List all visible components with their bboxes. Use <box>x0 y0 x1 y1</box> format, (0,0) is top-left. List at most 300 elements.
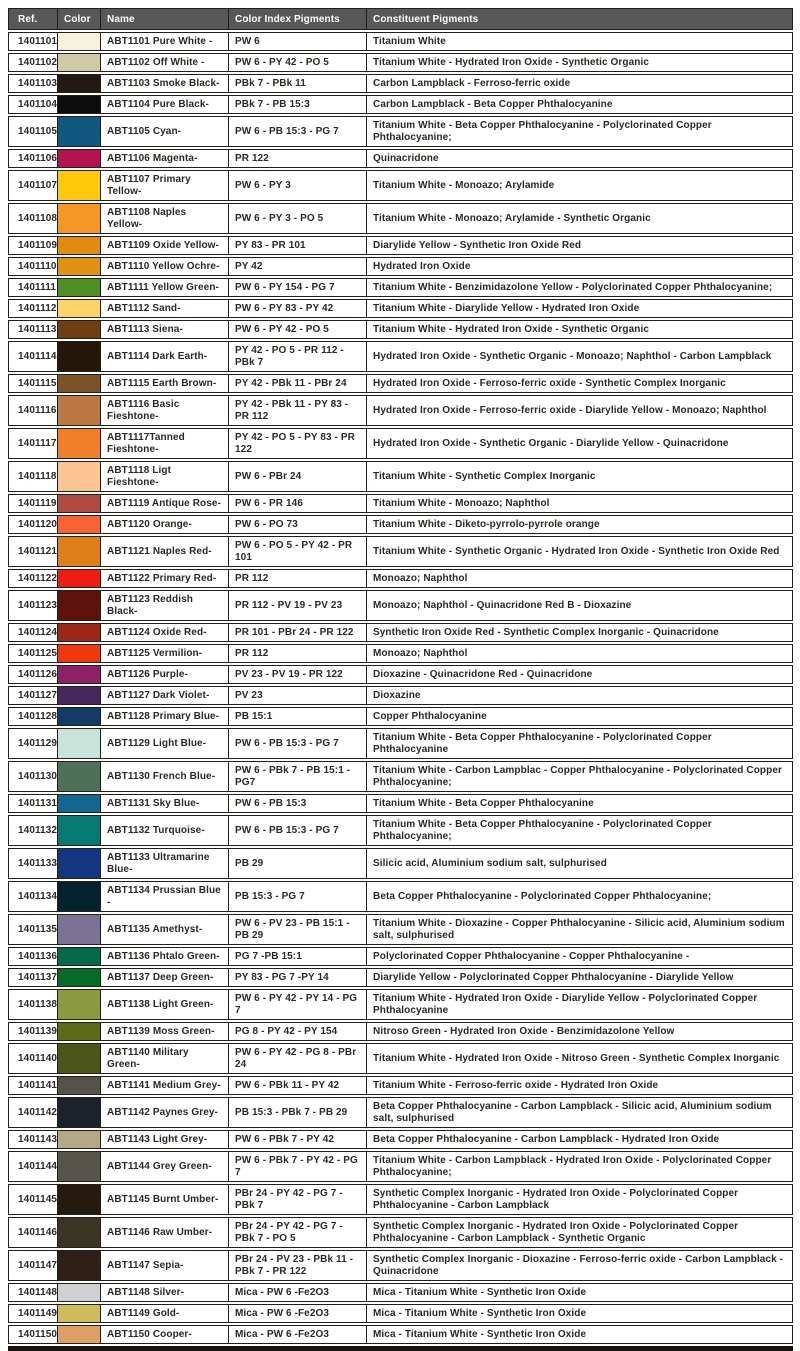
ref-cell: 1401139 <box>9 1023 58 1040</box>
constituents-cell: Titanium White - Synthetic Complex Inorganic <box>373 471 596 482</box>
constituents-cell: Dioxazine <box>373 690 421 701</box>
name-cell: ABT1141 Medium Grey- <box>101 1077 229 1094</box>
table-row <box>8 1097 793 1128</box>
name-cell: ABT1105 Cyan- <box>101 117 229 146</box>
color-swatch <box>58 849 100 878</box>
color-swatch <box>58 1305 100 1322</box>
pigments-cell: PR 112 <box>229 570 367 587</box>
color-swatch <box>58 729 100 758</box>
color-swatch <box>58 516 100 533</box>
constituents-cell: Titanium White - Beta Copper Phthalocyanine - Polyclorinated Copper Phthalocyanine; <box>373 120 712 143</box>
table-row <box>8 374 793 393</box>
table-row <box>8 761 793 792</box>
color-swatch <box>58 537 100 566</box>
constituents-cell: Titanium White - Diketo-pyrrolo-pyrrole orange <box>373 519 600 530</box>
pigments-cell: PY 83 - PG 7 -PY 14 <box>229 969 367 986</box>
pigments-cell: PR 112 - PV 19 - PV 23 <box>229 591 367 620</box>
name-cell: ABT1130 French Blue- <box>101 762 229 791</box>
pigments-cell: PW 6 - PY 3 <box>229 171 367 200</box>
color-swatch-cell <box>58 375 101 392</box>
color-swatch <box>58 375 100 392</box>
pigments-cell: PBk 7 - PBk 11 <box>229 75 367 92</box>
color-swatch <box>58 396 100 425</box>
name-cell: ABT1117Tanned Fieshtone- <box>101 429 229 458</box>
color-swatch-cell <box>58 1251 101 1280</box>
color-swatch-cell <box>58 687 101 704</box>
color-swatch-cell <box>58 990 101 1019</box>
name-cell: ABT1132 Turquoise- <box>101 816 229 845</box>
constituents-cell: Titanium White - Hydrated Iron Oxide - Diarylide Yellow - Polyclorinated Copper Phthalocyanine <box>373 993 758 1016</box>
ref-cell: 1401123 <box>9 591 58 620</box>
color-swatch <box>58 342 100 371</box>
pigments-cell: PW 6 - PO 73 <box>229 516 367 533</box>
color-swatch-cell <box>58 237 101 254</box>
color-swatch <box>58 1044 100 1073</box>
color-swatch <box>58 321 100 338</box>
ref-cell: 1401142 <box>9 1098 58 1127</box>
ref-cell: 1401107 <box>9 171 58 200</box>
pigments-cell: PW 6 - PY 154 - PG 7 <box>229 279 367 296</box>
constituents-cell: Mica - Titanium White - Synthetic Iron Oxide <box>373 1308 587 1319</box>
color-swatch <box>58 990 100 1019</box>
ref-cell: 1401114 <box>9 342 58 371</box>
pigments-cell: PR 122 <box>229 150 367 167</box>
name-cell: ABT1110 Yellow Ochre- <box>101 258 229 275</box>
pigments-cell: PBr 24 - PY 42 - PG 7 - PBk 7 <box>229 1185 367 1214</box>
pigments-cell: PW 6 - PB 15:3 - PG 7 <box>229 117 367 146</box>
table-row <box>8 236 793 255</box>
color-swatch <box>58 462 100 491</box>
table-row <box>8 914 793 945</box>
constituents-cell: Titanium White - Diarylide Yellow - Hydrated Iron Oxide <box>373 303 640 314</box>
constituents-cell: Beta Copper Phthalocyanine - Polyclorinated Copper Phthalocyanine; <box>373 891 712 902</box>
table-row <box>8 590 793 621</box>
table-row <box>8 1043 793 1074</box>
pigments-cell: PR 101 - PBr 24 - PR 122 <box>229 624 367 641</box>
constituents-cell: Monoazo; Naphthol <box>373 648 468 659</box>
ref-cell: 1401143 <box>9 1131 58 1148</box>
color-swatch-cell <box>58 624 101 641</box>
ref-cell: 1401125 <box>9 645 58 662</box>
color-swatch-cell <box>58 729 101 758</box>
color-swatch-cell <box>58 1326 101 1343</box>
name-cell: ABT1104 Pure Black- <box>101 96 229 113</box>
table-row <box>8 1283 793 1302</box>
name-cell: ABT1146 Raw Umber- <box>101 1218 229 1247</box>
constituents-cell: Monoazo; Naphthol <box>373 573 468 584</box>
color-swatch <box>58 1218 100 1247</box>
table-row <box>8 1250 793 1281</box>
color-swatch-cell <box>58 570 101 587</box>
table-row <box>8 1130 793 1149</box>
color-swatch <box>58 1284 100 1301</box>
constituents-cell: Titanium White - Monoazo; Arylamide <box>373 180 555 191</box>
table-row <box>8 395 793 426</box>
pigments-cell: PW 6 - PY 83 - PY 42 <box>229 300 367 317</box>
color-swatch-cell <box>58 495 101 512</box>
color-swatch-cell <box>58 816 101 845</box>
color-swatch <box>58 948 100 965</box>
table-row <box>8 53 793 72</box>
color-swatch <box>58 300 100 317</box>
color-swatch <box>58 150 100 167</box>
ref-cell: 1401148 <box>9 1284 58 1301</box>
color-swatch-cell <box>58 645 101 662</box>
color-swatch-cell <box>58 969 101 986</box>
color-swatch-cell <box>58 1098 101 1127</box>
table-header-row <box>8 8 793 30</box>
name-cell: ABT1136 Phtalo Green- <box>101 948 229 965</box>
ref-cell: 1401126 <box>9 666 58 683</box>
name-cell: ABT1108 Naples Yellow- <box>101 204 229 233</box>
table-row <box>8 32 793 51</box>
pigments-cell: PR 112 <box>229 645 367 662</box>
color-swatch <box>58 429 100 458</box>
constituents-cell: Titanium White - Hydrated Iron Oxide - Synthetic Organic <box>373 57 650 68</box>
pigments-cell: PW 6 - PBk 11 - PY 42 <box>229 1077 367 1094</box>
pigments-cell: PB 15:3 - PBk 7 - PB 29 <box>229 1098 367 1127</box>
name-cell: ABT1111 Yellow Green- <box>101 279 229 296</box>
ref-cell: 1401129 <box>9 729 58 758</box>
pigments-cell: PW 6 - PB 15:3 - PG 7 <box>229 729 367 758</box>
color-swatch-cell <box>58 537 101 566</box>
table-row <box>8 278 793 297</box>
table-row <box>8 728 793 759</box>
table-row <box>8 494 793 513</box>
color-swatch-cell <box>58 516 101 533</box>
pigments-cell: PBr 24 - PV 23 - PBk 11 - PBk 7 - PR 122 <box>229 1251 367 1280</box>
table-row <box>8 341 793 372</box>
name-cell: ABT1101 Pure White - <box>101 33 229 50</box>
ref-cell: 1401119 <box>9 495 58 512</box>
color-swatch-cell <box>58 429 101 458</box>
constituents-cell: Hydrated Iron Oxide - Ferroso-ferric oxide - Synthetic Complex Inorganic <box>373 378 726 389</box>
table-row <box>8 203 793 234</box>
name-cell: ABT1116 Basic Fieshtone- <box>101 396 229 425</box>
ref-cell: 1401136 <box>9 948 58 965</box>
name-cell: ABT1150 Cooper- <box>101 1326 229 1343</box>
color-swatch-cell <box>58 258 101 275</box>
color-swatch <box>58 762 100 791</box>
name-cell: ABT1103 Smoke Black- <box>101 75 229 92</box>
table-row <box>8 1022 793 1041</box>
table-row <box>8 1304 793 1323</box>
name-cell: ABT1143 Light Grey- <box>101 1131 229 1148</box>
pigments-cell: PG 8 - PY 42 - PY 154 <box>229 1023 367 1040</box>
constituents-cell: Diarylide Yellow - Polyclorinated Copper Phthalocyanine - Diarylide Yellow <box>373 972 734 983</box>
table-body <box>8 32 793 1344</box>
ref-cell: 1401109 <box>9 237 58 254</box>
ref-cell: 1401110 <box>9 258 58 275</box>
ref-cell: 1401127 <box>9 687 58 704</box>
name-cell: ABT1109 Oxide Yellow- <box>101 237 229 254</box>
pigments-cell: PB 15:1 <box>229 708 367 725</box>
ref-cell: 1401112 <box>9 300 58 317</box>
color-swatch <box>58 624 100 641</box>
color-swatch-cell <box>58 915 101 944</box>
pigments-cell: PW 6 - PB 15:3 <box>229 795 367 812</box>
table-row <box>8 257 793 276</box>
constituents-cell: Titanium White - Monoazo; Arylamide - Synthetic Organic <box>373 213 651 224</box>
pigments-cell: Mica - PW 6 -Fe2O3 <box>229 1284 367 1301</box>
header-constituent: Constituent Pigments <box>373 13 479 25</box>
table-row <box>8 623 793 642</box>
color-swatch-cell <box>58 795 101 812</box>
pigments-cell: PBr 24 - PY 42 - PG 7 - PBk 7 - PO 5 <box>229 1218 367 1247</box>
constituents-cell: Titanium White - Beta Copper Phthalocyanine - Polyclorinated Copper Phthalocyanine; <box>373 819 712 842</box>
table-row <box>8 881 793 912</box>
pigments-cell: PW 6 - PY 42 - PG 8 - PBr 24 <box>229 1044 367 1073</box>
constituents-cell: Hydrated Iron Oxide <box>373 261 471 272</box>
color-swatch <box>58 117 100 146</box>
name-cell: ABT1133 Ultramarine Blue- <box>101 849 229 878</box>
color-swatch <box>58 1023 100 1040</box>
color-swatch <box>58 708 100 725</box>
color-swatch-cell <box>58 33 101 50</box>
constituents-cell: Carbon Lampblack - Ferroso-ferric oxide <box>373 78 571 89</box>
ref-cell: 1401111 <box>9 279 58 296</box>
table-row <box>8 707 793 726</box>
table-row <box>8 1325 793 1344</box>
color-swatch-cell <box>58 75 101 92</box>
table-row <box>8 320 793 339</box>
ref-cell: 1401106 <box>9 150 58 167</box>
constituents-cell: Silicic acid, Aluminium sodium salt, sulphurised <box>373 858 607 869</box>
ref-cell: 1401132 <box>9 816 58 845</box>
header-name: Name <box>101 9 229 29</box>
ref-cell: 1401115 <box>9 375 58 392</box>
pigments-cell: PW 6 - PBr 24 <box>229 462 367 491</box>
table-row <box>8 1151 793 1182</box>
ref-cell: 1401140 <box>9 1044 58 1073</box>
ref-cell: 1401101 <box>9 33 58 50</box>
color-swatch-cell <box>58 462 101 491</box>
table-row <box>8 428 793 459</box>
color-swatch <box>58 1326 100 1343</box>
constituents-cell: Dioxazine - Quinacridone Red - Quinacridone <box>373 669 593 680</box>
name-cell: ABT1129 Light Blue- <box>101 729 229 758</box>
color-swatch <box>58 795 100 812</box>
ref-cell: 1401150 <box>9 1326 58 1343</box>
color-swatch <box>58 33 100 50</box>
ref-cell: 1401141 <box>9 1077 58 1094</box>
ref-cell: 1401137 <box>9 969 58 986</box>
color-swatch <box>58 969 100 986</box>
color-swatch <box>58 75 100 92</box>
constituents-cell: Titanium White - Carbon Lampblac - Copper Phthalocyanine - Polyclorinated Copper Phthalocyanine; <box>373 765 782 788</box>
header-index: Color Index Pigments <box>229 9 367 29</box>
constituents-cell: Titanium White - Beta Copper Phthalocyanine - Polyclorinated Copper Phthalocyanine <box>373 732 712 755</box>
name-cell: ABT1120 Orange- <box>101 516 229 533</box>
color-swatch-cell <box>58 117 101 146</box>
pigments-cell: PW 6 - PY 42 - PO 5 <box>229 54 367 71</box>
pigments-cell: PW 6 - PY 3 - PO 5 <box>229 204 367 233</box>
name-cell: ABT1118 Ligt Fieshtone- <box>101 462 229 491</box>
ref-cell: 1401146 <box>9 1218 58 1247</box>
color-swatch-cell <box>58 204 101 233</box>
color-swatch <box>58 279 100 296</box>
constituents-cell: Titanium White - Synthetic Organic - Hydrated Iron Oxide - Synthetic Iron Oxide Red <box>373 546 780 557</box>
color-swatch-cell <box>58 1152 101 1181</box>
constituents-cell: Copper Phthalocyanine <box>373 711 487 722</box>
color-swatch-cell <box>58 54 101 71</box>
ref-cell: 1401120 <box>9 516 58 533</box>
color-swatch <box>58 258 100 275</box>
pigments-cell: PY 42 - PO 5 - PR 112 - PBk 7 <box>229 342 367 371</box>
pigments-cell: PW 6 - PY 42 - PO 5 <box>229 321 367 338</box>
color-swatch <box>58 1098 100 1127</box>
pigments-cell: Mica - PW 6 -Fe2O3 <box>229 1305 367 1322</box>
ref-cell: 1401108 <box>9 204 58 233</box>
pigments-cell: PV 23 <box>229 687 367 704</box>
color-swatch-cell <box>58 342 101 371</box>
ref-cell: 1401144 <box>9 1152 58 1181</box>
table-row <box>8 299 793 318</box>
name-cell: ABT1126 Purple- <box>101 666 229 683</box>
name-cell: ABT1107 Primary Tellow- <box>101 171 229 200</box>
constituents-cell: Mica - Titanium White - Synthetic Iron Oxide <box>373 1329 587 1340</box>
pigments-cell: PW 6 - PBk 7 - PB 15:1 - PG7 <box>229 762 367 791</box>
constituents-cell: Mica - Titanium White - Synthetic Iron Oxide <box>373 1287 587 1298</box>
constituents-cell: Titanium White - Benzimidazolone Yellow - Polyclorinated Copper Phthalocyanine; <box>373 282 773 293</box>
ref-cell: 1401102 <box>9 54 58 71</box>
color-swatch <box>58 204 100 233</box>
color-swatch <box>58 915 100 944</box>
pigments-cell: PY 83 - PR 101 <box>229 237 367 254</box>
color-swatch <box>58 54 100 71</box>
name-cell: ABT1142 Paynes Grey- <box>101 1098 229 1127</box>
color-swatch <box>58 1152 100 1181</box>
constituents-cell: Carbon Lampblack - Beta Copper Phthalocyanine <box>373 99 613 110</box>
header-ref: Ref. <box>9 9 58 29</box>
name-cell: ABT1139 Moss Green- <box>101 1023 229 1040</box>
color-swatch <box>58 1077 100 1094</box>
constituents-cell: Titanium White - Hydrated Iron Oxide - Nitroso Green - Synthetic Complex Inorganic <box>373 1053 780 1064</box>
color-swatch-cell <box>58 1218 101 1247</box>
color-swatch <box>58 816 100 845</box>
ref-cell: 1401145 <box>9 1185 58 1214</box>
pigments-cell: PBk 7 - PB 15:3 <box>229 96 367 113</box>
ref-cell: 1401117 <box>9 429 58 458</box>
color-swatch-cell <box>58 1077 101 1094</box>
ref-cell: 1401135 <box>9 915 58 944</box>
table-row <box>8 947 793 966</box>
header-color: Color <box>58 9 101 29</box>
table-row <box>8 74 793 93</box>
color-swatch-cell <box>58 1023 101 1040</box>
color-swatch <box>58 645 100 662</box>
color-swatch-cell <box>58 849 101 878</box>
pigments-cell: Mica - PW 6 -Fe2O3 <box>229 1326 367 1343</box>
color-swatch-cell <box>58 1044 101 1073</box>
constituents-cell: Titanium White <box>373 36 446 47</box>
ref-cell: 1401149 <box>9 1305 58 1322</box>
pigments-cell: PW 6 - PY 42 - PY 14 - PG 7 <box>229 990 367 1019</box>
color-swatch-cell <box>58 948 101 965</box>
table-row <box>8 644 793 663</box>
name-cell: ABT1149 Gold- <box>101 1305 229 1322</box>
color-swatch <box>58 1185 100 1214</box>
color-swatch <box>58 171 100 200</box>
name-cell: ABT1140 Military Green- <box>101 1044 229 1073</box>
table-row <box>8 170 793 201</box>
name-cell: ABT1148 Silver- <box>101 1284 229 1301</box>
table-row <box>8 116 793 147</box>
color-swatch <box>58 96 100 113</box>
name-cell: ABT1112 Sand- <box>101 300 229 317</box>
constituents-cell: Nitroso Green - Hydrated Iron Oxide - Benzimidazolone Yellow <box>373 1026 675 1037</box>
name-cell: ABT1137 Deep Green- <box>101 969 229 986</box>
constituents-cell: Hydrated Iron Oxide - Synthetic Organic - Diarylide Yellow - Quinacridone <box>373 438 729 449</box>
name-cell: ABT1121 Naples Red- <box>101 537 229 566</box>
name-cell: ABT1122 Primary Red- <box>101 570 229 587</box>
name-cell: ABT1115 Earth Brown- <box>101 375 229 392</box>
color-swatch-cell <box>58 1305 101 1322</box>
table-row <box>8 95 793 114</box>
table-row <box>8 461 793 492</box>
color-swatch <box>58 591 100 620</box>
constituents-cell: Quinacridone <box>373 153 439 164</box>
pigments-cell: PW 6 - PB 15:3 - PG 7 <box>229 816 367 845</box>
color-swatch-cell <box>58 762 101 791</box>
color-swatch-cell <box>58 1284 101 1301</box>
name-cell: ABT1128 Primary Blue- <box>101 708 229 725</box>
pigments-cell: PV 23 - PV 19 - PR 122 <box>229 666 367 683</box>
ref-cell: 1401134 <box>9 882 58 911</box>
name-cell: ABT1131 Sky Blue- <box>101 795 229 812</box>
name-cell: ABT1145 Burnt Umber- <box>101 1185 229 1214</box>
color-swatch-cell <box>58 708 101 725</box>
table-row <box>8 848 793 879</box>
constituents-cell: Synthetic Iron Oxide Red - Synthetic Complex Inorganic - Quinacridone <box>373 627 719 638</box>
constituents-cell: Synthetic Complex Inorganic - Hydrated Iron Oxide - Polyclorinated Copper Phthalocyanine - Carbon Lampblack - Synthetic Organic <box>373 1221 739 1244</box>
pigments-cell: PW 6 - PV 23 - PB 15:1 - PB 29 <box>229 915 367 944</box>
color-swatch-cell <box>58 591 101 620</box>
color-swatch-cell <box>58 1185 101 1214</box>
name-cell: ABT1113 Siena- <box>101 321 229 338</box>
pigments-cell: PY 42 - PO 5 - PY 83 - PR 122 <box>229 429 367 458</box>
table-row <box>8 1076 793 1095</box>
table-row <box>8 569 793 588</box>
table-row <box>8 989 793 1020</box>
ref-cell: 1401118 <box>9 462 58 491</box>
pigments-cell: PB 15:3 - PG 7 <box>229 882 367 911</box>
color-swatch <box>58 1251 100 1280</box>
ref-cell: 1401130 <box>9 762 58 791</box>
ref-cell: 1401104 <box>9 96 58 113</box>
pigments-cell: PY 42 <box>229 258 367 275</box>
constituents-cell: Hydrated Iron Oxide - Synthetic Organic - Monoazo; Naphthol - Carbon Lampblack <box>373 351 772 362</box>
constituents-cell: Titanium White - Hydrated Iron Oxide - Synthetic Organic <box>373 324 650 335</box>
name-cell: ABT1127 Dark Violet- <box>101 687 229 704</box>
table-row <box>8 536 793 567</box>
constituents-cell: Titanium White - Monoazo; Naphthol <box>373 498 550 509</box>
name-cell: ABT1106 Magenta- <box>101 150 229 167</box>
ref-cell: 1401121 <box>9 537 58 566</box>
constituents-cell: Synthetic Complex Inorganic - Hydrated Iron Oxide - Polyclorinated Copper Phthalocyanine - Carbon Lampblack <box>373 1188 739 1211</box>
color-swatch-cell <box>58 150 101 167</box>
constituents-cell: Titanium White - Beta Copper Phthalocyanine <box>373 798 594 809</box>
ref-cell: 1401122 <box>9 570 58 587</box>
pigments-cell: PW 6 - PO 5 - PY 42 - PR 101 <box>229 537 367 566</box>
name-cell: ABT1123 Reddish Black- <box>101 591 229 620</box>
color-swatch-cell <box>58 396 101 425</box>
pigment-table <box>8 8 793 1351</box>
ref-cell: 1401131 <box>9 795 58 812</box>
ref-cell: 1401138 <box>9 990 58 1019</box>
color-swatch <box>58 237 100 254</box>
pigments-cell: PW 6 - PR 146 <box>229 495 367 512</box>
